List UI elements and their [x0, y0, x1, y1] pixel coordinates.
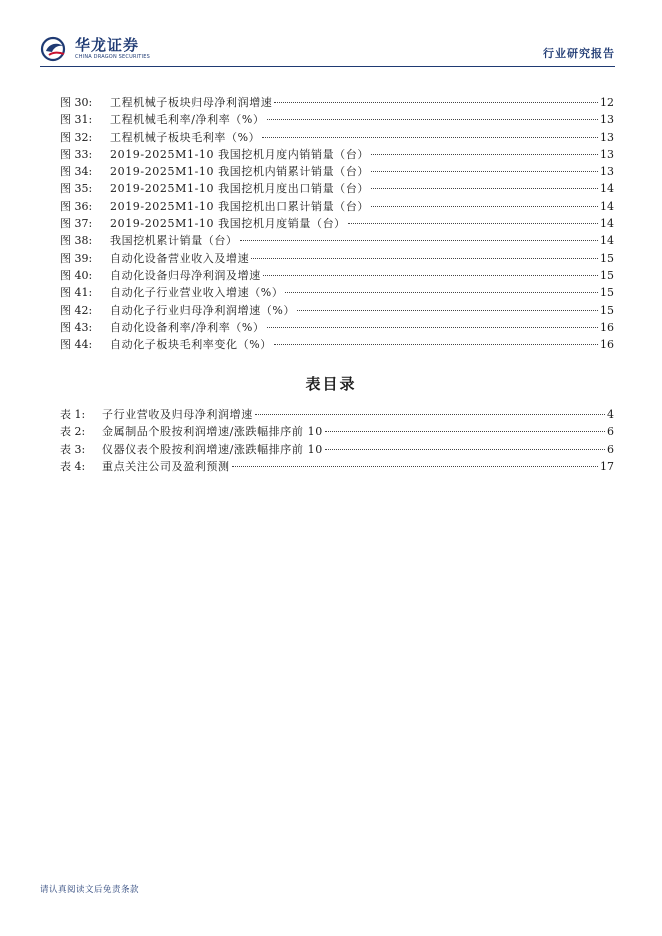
disclaimer-note: 请认真阅读文后免责条款 — [40, 885, 140, 895]
dot-leader — [267, 119, 598, 120]
entry-label: 图 36: — [60, 199, 93, 213]
figure-entry[interactable] — [60, 284, 614, 301]
page-header — [40, 36, 615, 66]
entry-page-number: 15 — [600, 303, 614, 317]
entry-label: 图 34: — [60, 165, 93, 179]
entry-title: 金属制品个股按利润增速/涨跌幅排序前 10 — [102, 425, 323, 439]
figure-entry[interactable] — [60, 111, 614, 128]
entry-title: 工程机械子板块毛利率（%） — [110, 130, 261, 144]
dot-leader — [285, 292, 598, 293]
entry-page-number: 4 — [607, 408, 614, 421]
entry-label: 图 40: — [60, 268, 93, 282]
figure-entry[interactable] — [60, 146, 614, 163]
dot-leader — [325, 431, 605, 432]
figure-entry[interactable] — [60, 336, 614, 353]
figure-entry[interactable] — [60, 267, 614, 284]
dot-leader — [274, 344, 598, 345]
entry-label: 图 39: — [60, 251, 93, 265]
dragon-logo-icon — [40, 36, 70, 62]
logo-chinese-name: 华龙证券 — [75, 36, 140, 54]
dot-leader — [348, 223, 598, 224]
entry-page-number: 13 — [600, 113, 614, 127]
entry-page-number: 14 — [600, 234, 614, 248]
dot-leader — [262, 137, 598, 138]
entry-label: 图 43: — [60, 320, 93, 334]
dot-leader — [267, 327, 598, 328]
dot-leader — [251, 258, 598, 259]
entry-title: 工程机械毛利率/净利率（%） — [110, 113, 265, 127]
logo-english-name: CHINA DRAGON SECURITIES — [75, 54, 150, 60]
figure-entry[interactable] — [60, 198, 614, 215]
dot-leader — [371, 206, 598, 207]
entry-page-number: 6 — [607, 425, 614, 439]
entry-title: 自动化设备营业收入及增速 — [110, 251, 250, 265]
report-type-label: 行业研究报告 — [543, 47, 615, 60]
dot-leader — [263, 275, 598, 276]
entry-title: 自动化设备利率/净利率（%） — [110, 320, 265, 334]
header-divider — [40, 66, 615, 67]
entry-label: 图 42: — [60, 303, 93, 317]
table-entry[interactable] — [60, 441, 614, 458]
entry-title: 2019-2025M1-10 我国挖机月度出口销量（台） — [110, 182, 369, 196]
dot-leader — [371, 154, 598, 155]
table-entry[interactable] — [60, 406, 614, 423]
entry-title: 2019-2025M1-10 我国挖机月度销量（台） — [110, 217, 346, 231]
dot-leader — [297, 310, 598, 311]
entry-page-number: 13 — [600, 165, 614, 179]
dot-leader — [240, 240, 598, 241]
table-list — [60, 406, 614, 475]
figure-entry[interactable] — [60, 163, 614, 180]
table-entry[interactable] — [60, 458, 614, 475]
dot-leader — [232, 466, 598, 467]
entry-label: 表 1: — [60, 408, 86, 421]
entry-title: 自动化设备归母净利润及增速 — [110, 268, 261, 282]
figure-entry[interactable] — [60, 94, 614, 111]
entry-page-number: 14 — [600, 217, 614, 231]
entry-label: 图 32: — [60, 130, 93, 144]
dot-leader — [274, 102, 598, 103]
entry-label: 图 33: — [60, 147, 93, 161]
entry-label: 图 35: — [60, 182, 93, 196]
entry-title: 自动化子板块毛利率变化（%） — [110, 338, 272, 352]
entry-page-number: 13 — [600, 147, 614, 161]
figure-entry[interactable] — [60, 319, 614, 336]
entry-label: 表 4: — [60, 459, 86, 473]
entry-title: 子行业营收及归母净利润增速 — [102, 408, 253, 421]
figure-entry[interactable] — [60, 232, 614, 249]
figure-entry[interactable] — [60, 250, 614, 267]
entry-title: 2019-2025M1-10 我国挖机内销累计销量（台） — [110, 165, 369, 179]
entry-page-number: 17 — [600, 459, 614, 473]
figure-list — [60, 94, 614, 353]
entry-label: 图 41: — [60, 286, 93, 300]
entry-page-number: 15 — [600, 286, 614, 300]
table-entry[interactable] — [60, 423, 614, 440]
entry-title: 2019-2025M1-10 我国挖机月度内销销量（台） — [110, 147, 369, 161]
entry-title: 重点关注公司及盈利预测 — [102, 459, 230, 473]
figure-entry[interactable] — [60, 180, 614, 197]
entry-label: 图 31: — [60, 113, 93, 127]
entry-title: 自动化子行业营业收入增速（%） — [110, 286, 284, 300]
entry-page-number: 12 — [600, 96, 614, 109]
table-of-tables-heading: 表目录 — [305, 375, 357, 393]
entry-label: 表 2: — [60, 425, 86, 439]
entry-page-number: 13 — [600, 130, 614, 144]
dot-leader — [255, 414, 605, 415]
entry-title: 我国挖机累计销量（台） — [110, 234, 238, 248]
dot-leader — [371, 171, 598, 172]
entry-page-number: 16 — [600, 338, 614, 352]
entry-label: 图 30: — [60, 96, 93, 109]
figure-entry[interactable] — [60, 302, 614, 319]
entry-title: 自动化子行业归母净利润增速（%） — [110, 303, 296, 317]
figure-entry[interactable] — [60, 215, 614, 232]
company-logo — [40, 36, 150, 62]
entry-page-number: 14 — [600, 199, 614, 213]
entry-label: 表 3: — [60, 442, 86, 456]
dot-leader — [371, 188, 598, 189]
entry-page-number: 6 — [607, 442, 614, 456]
entry-label: 图 38: — [60, 234, 93, 248]
dot-leader — [325, 449, 605, 450]
entry-label: 图 44: — [60, 338, 93, 352]
entry-page-number: 16 — [600, 320, 614, 334]
entry-page-number: 15 — [600, 251, 614, 265]
entry-page-number: 14 — [600, 182, 614, 196]
entry-title: 工程机械子板块归母净利润增速 — [110, 96, 273, 109]
figure-entry[interactable] — [60, 129, 614, 146]
entry-title: 仪器仪表个股按利润增速/涨跌幅排序前 10 — [102, 442, 323, 456]
entry-title: 2019-2025M1-10 我国挖机出口累计销量（台） — [110, 199, 369, 213]
entry-label: 图 37: — [60, 217, 93, 231]
entry-page-number: 15 — [600, 268, 614, 282]
